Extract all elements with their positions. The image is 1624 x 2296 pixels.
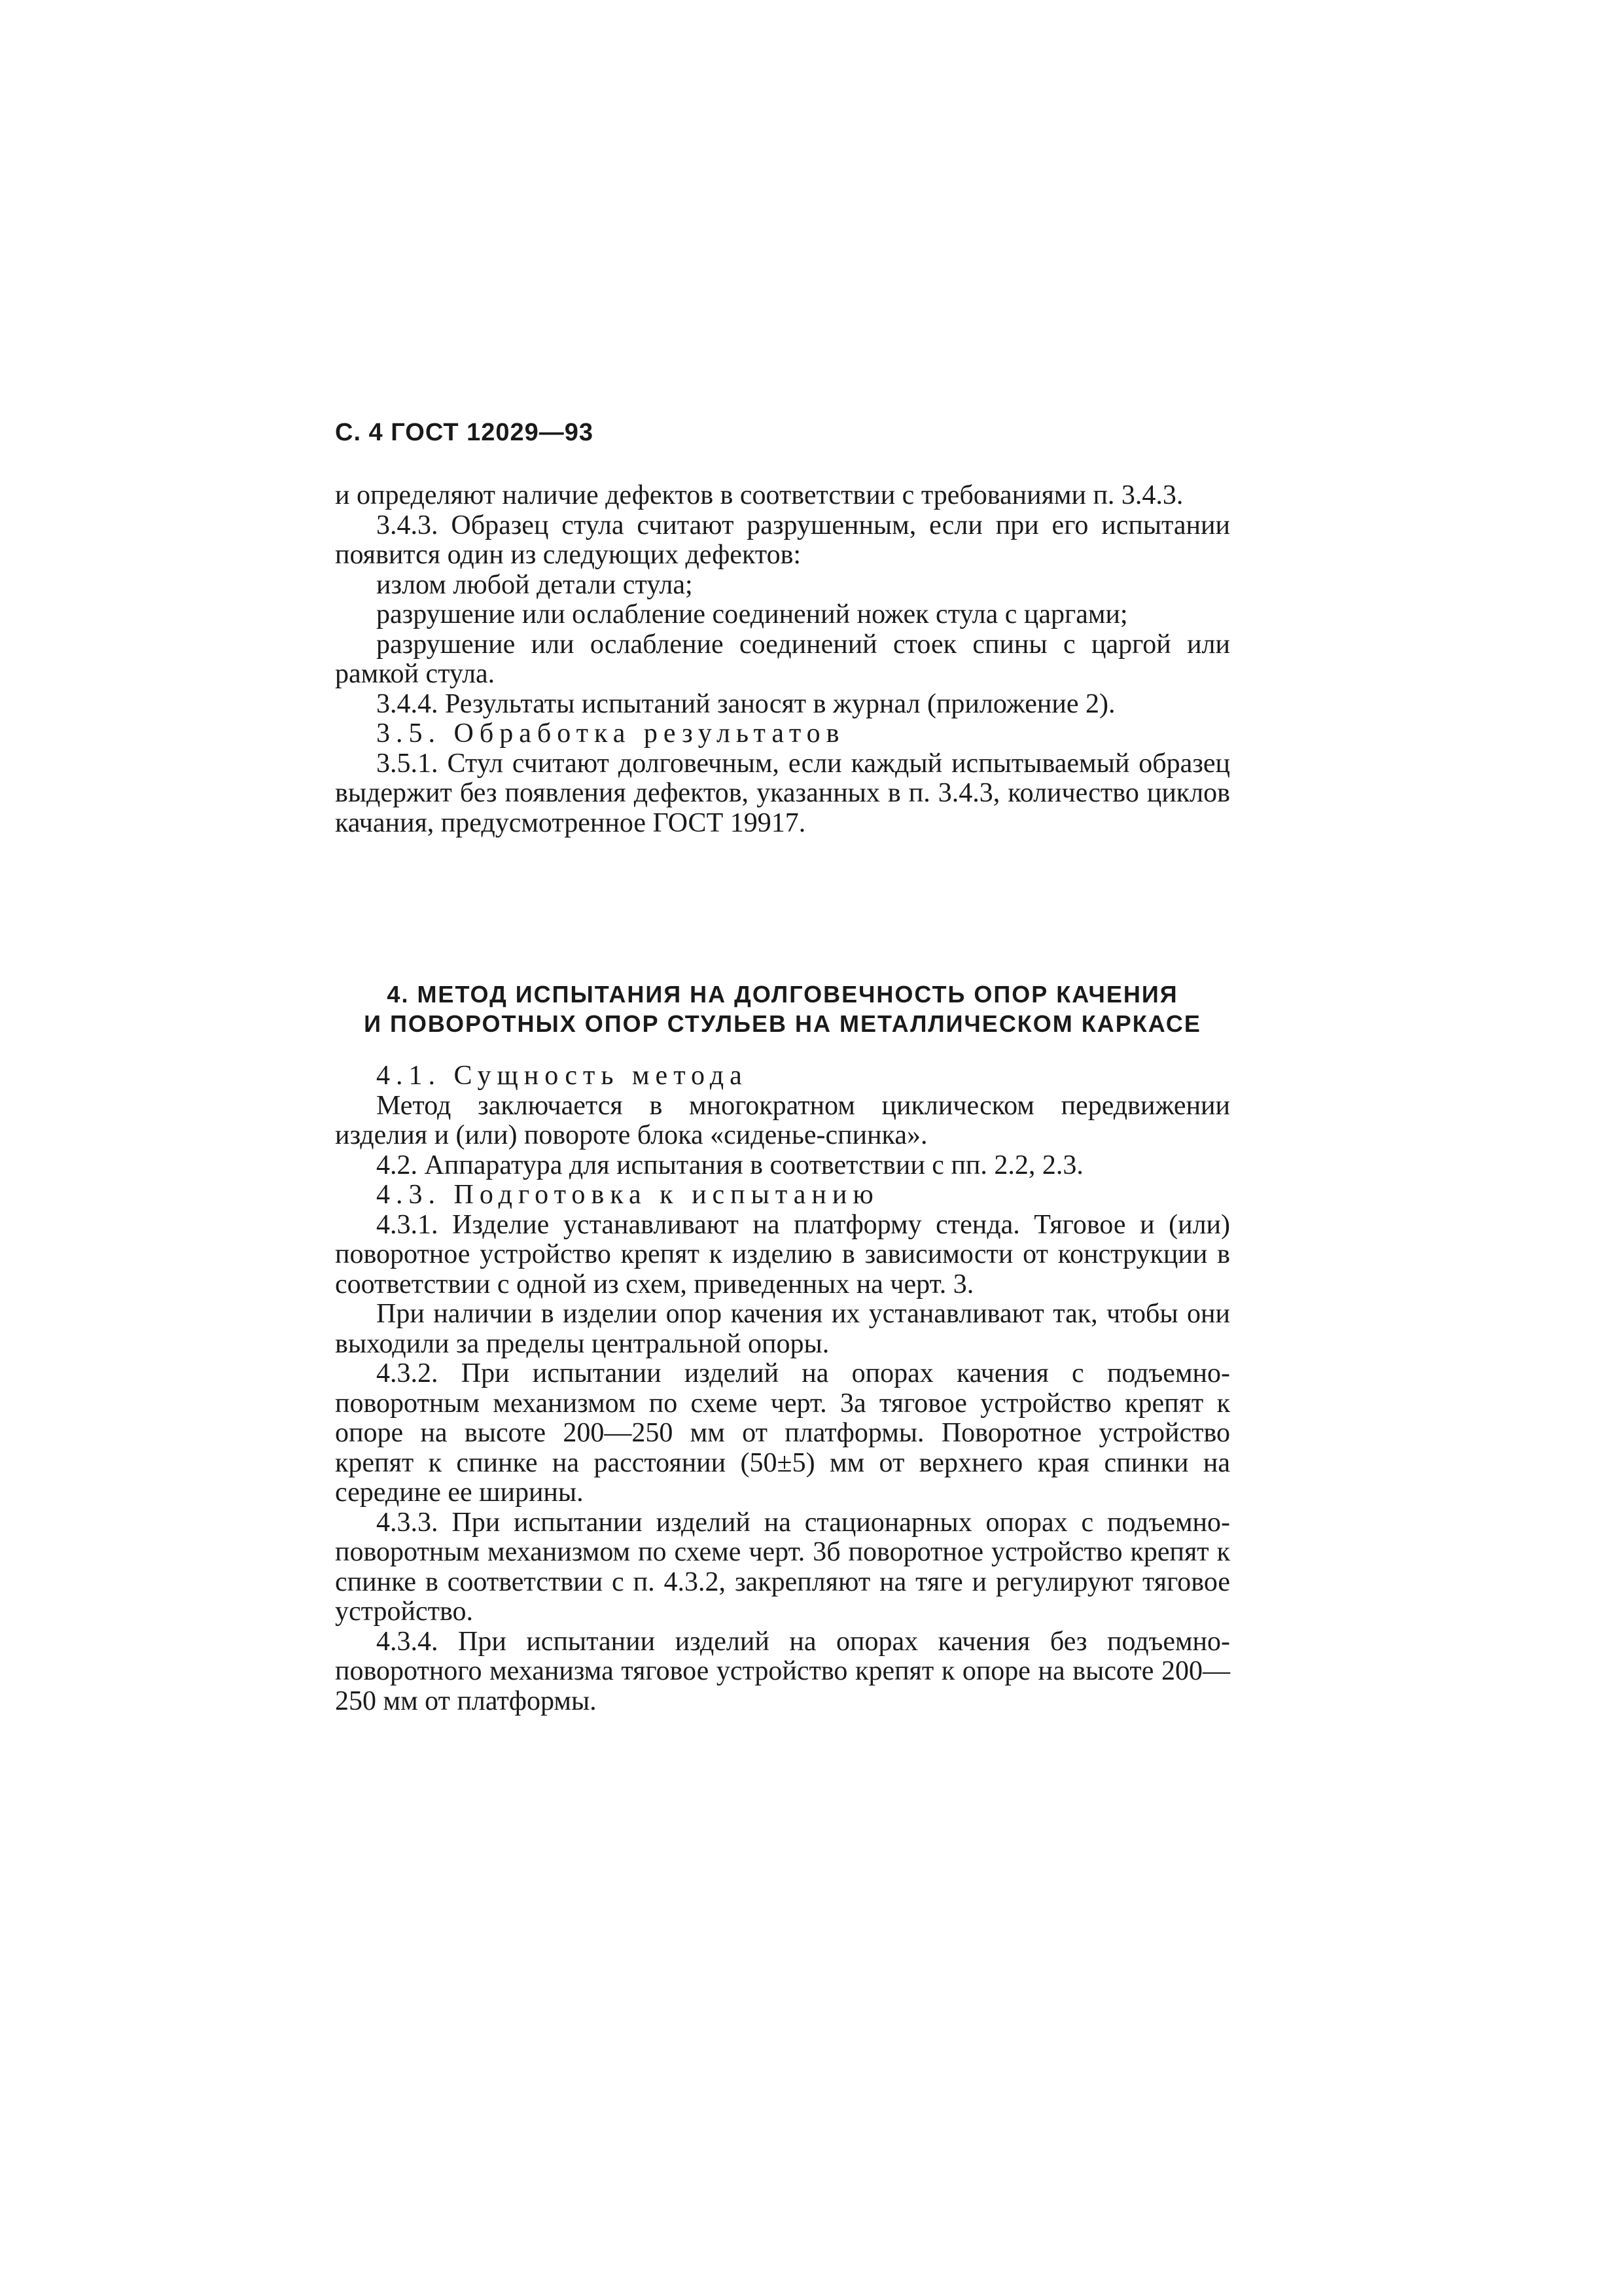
paragraph: 3.4.3. Образец стула считают разрушенным, если при его испытании появится один из следующих дефектов: — [335, 510, 1230, 570]
list-item: излом любой детали стула; — [376, 569, 693, 600]
list-item: разрушение или ослабление соединений ножек стула с царгами; — [376, 599, 1128, 629]
paragraph: 4.3.1. Изделие устанавливают на платформу стенда. Тяговое и (или) поворотное устройство крепят к изделию в зависимости от конструкции в соответствии с одной из схем, приведенных на черт. 3. — [335, 1209, 1230, 1299]
list-item: разрушение или ослабление соединений стоек спины с царгой или рамкой стула. — [335, 629, 1230, 689]
paragraph: 3.5.1. Стул считают долговечным, если каждый испытываемый образец выдержит без появления дефектов, указанных в п. 3.4.3, количество циклов качания, предусмотренное ГОСТ 19917. — [335, 748, 1230, 838]
subsection-title: 4.3. Подготовка к испытанию — [376, 1180, 879, 1210]
page-header: С. 4 ГОСТ 12029—93 — [335, 419, 594, 446]
paragraph: 4.2. Аппаратура для испытания в соответствии с пп. 2.2, 2.3. — [376, 1150, 1084, 1180]
paragraph: 4.3.3. При испытании изделий на стационарных опорах с подъемно-поворотным механизмом по схеме черт. 3б поворотное устройство крепят к спинке в соответствии с п. 4.3.2, закрепляют на тяге и регулируют тяговое устройство. — [335, 1507, 1230, 1627]
paragraph: 3.4.4. Результаты испытаний заносят в журнал (приложение 2). — [376, 688, 1116, 719]
paragraph: 4.3.4. При испытании изделий на опорах качения без подъемно-поворотного механизма тяговое устройство крепят к опоре на высоте 200—250 мм от платформы. — [335, 1626, 1230, 1716]
heading-line: И ПОВОРОТНЫХ ОПОР СТУЛЬЕВ НА МЕТАЛЛИЧЕСКОМ КАРКАСЕ — [364, 1010, 1201, 1037]
paragraph: При наличии в изделии опор качения их устанавливают так, чтобы они выходили за пределы центральной опоры. — [335, 1299, 1230, 1359]
section-4-heading — [335, 980, 1230, 1038]
section-3-text — [335, 481, 1230, 838]
paragraph: 4.3.2. При испытании изделий на опорах качения с подъемно-поворотным механизмом по схеме черт. 3а тяговое устройство крепят к опоре на высоте 200—250 мм от платформы. Поворотное устройство крепят к спинке на расстоянии (50±5) мм от верхнего края спинки на середине ее ширины. — [335, 1358, 1230, 1508]
paragraph: и определяют наличие дефектов в соответствии с требованиями п. 3.4.3. — [335, 480, 1184, 510]
section-4-text — [335, 1061, 1230, 1716]
subsection-title: 3.5. Обработка результатов — [376, 718, 845, 749]
subsection-title: 4.1. Сущность метода — [376, 1061, 748, 1091]
heading-line: 4. МЕТОД ИСПЫТАНИЯ НА ДОЛГОВЕЧНОСТЬ ОПОР КАЧЕНИЯ — [387, 981, 1178, 1008]
paragraph: Метод заключается в многократном циклическом передвижении изделия и (или) повороте блока «сиденье-спинка». — [335, 1090, 1230, 1150]
